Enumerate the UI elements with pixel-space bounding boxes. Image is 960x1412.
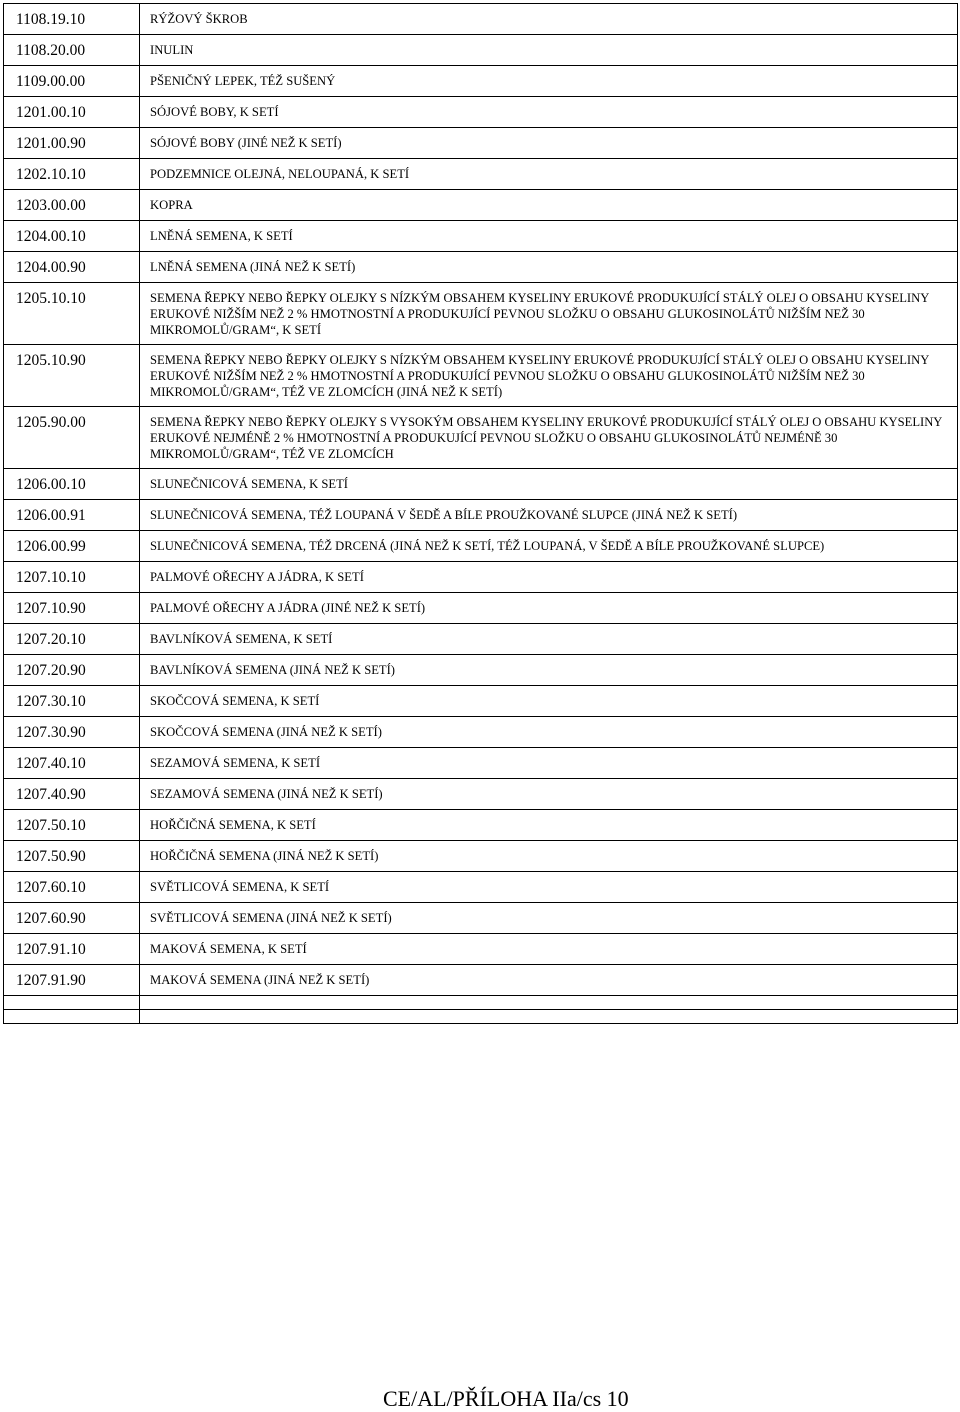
goods-description: SEMENA ŘEPKY NEBO ŘEPKY OLEJKY S NÍZKÝM OBSAHEM KYSELINY ERUKOVÉ PRODUKUJÍCÍ STÁLÝ OLEJ O OBSAHU KYSELINY ERUKOVÉ NIŽŠÍM NEŽ 2 % HMOTNOSTNÍ A PRODUKUJÍCÍ PEVNOU SLOŽKU O OBSAHU GLUKOSINOLÁTŮ NIŽŠÍM NEŽ 30 MIKROMOLŮ/GRAM“, TÉŽ VE ZLOMCÍCH (JINÁ NEŽ K SETÍ) bbox=[140, 345, 958, 407]
goods-description: BAVLNÍKOVÁ SEMENA, K SETÍ bbox=[140, 624, 958, 655]
table-row bbox=[4, 1010, 958, 1024]
table-row bbox=[4, 159, 958, 190]
table-row bbox=[4, 593, 958, 624]
table-row bbox=[4, 686, 958, 717]
tariff-code: 1207.91.90 bbox=[4, 965, 140, 996]
goods-description: MAKOVÁ SEMENA, K SETÍ bbox=[140, 934, 958, 965]
table-row bbox=[4, 996, 958, 1010]
tariff-code bbox=[4, 996, 140, 1010]
goods-description: INULIN bbox=[140, 35, 958, 66]
tariff-code: 1202.10.10 bbox=[4, 159, 140, 190]
table-row bbox=[4, 531, 958, 562]
goods-description: SLUNEČNICOVÁ SEMENA, TÉŽ LOUPANÁ V ŠEDĚ A BÍLE PROUŽKOVANÉ SLUPCE (JINÁ NEŽ K SETÍ) bbox=[140, 500, 958, 531]
tariff-code: 1207.50.90 bbox=[4, 841, 140, 872]
tariff-code: 1207.20.90 bbox=[4, 655, 140, 686]
goods-description: SÓJOVÉ BOBY (JINÉ NEŽ K SETÍ) bbox=[140, 128, 958, 159]
tariff-code: 1204.00.90 bbox=[4, 252, 140, 283]
tariff-code: 1206.00.99 bbox=[4, 531, 140, 562]
goods-description: HOŘČIČNÁ SEMENA, K SETÍ bbox=[140, 810, 958, 841]
goods-description: BAVLNÍKOVÁ SEMENA (JINÁ NEŽ K SETÍ) bbox=[140, 655, 958, 686]
tariff-code: 1207.91.10 bbox=[4, 934, 140, 965]
tariff-code: 1205.10.90 bbox=[4, 345, 140, 407]
tariff-code: 1207.50.10 bbox=[4, 810, 140, 841]
table-row bbox=[4, 469, 958, 500]
table-row bbox=[4, 66, 958, 97]
table-row bbox=[4, 190, 958, 221]
table-row bbox=[4, 4, 958, 35]
goods-description: KOPRA bbox=[140, 190, 958, 221]
table-row bbox=[4, 841, 958, 872]
goods-description: SVĚTLICOVÁ SEMENA (JINÁ NEŽ K SETÍ) bbox=[140, 903, 958, 934]
tariff-code: 1108.20.00 bbox=[4, 35, 140, 66]
goods-description: PALMOVÉ OŘECHY A JÁDRA (JINÉ NEŽ K SETÍ) bbox=[140, 593, 958, 624]
goods-description bbox=[140, 996, 958, 1010]
table-row bbox=[4, 283, 958, 345]
tariff-code-table bbox=[3, 3, 958, 1024]
table-row bbox=[4, 717, 958, 748]
table-row bbox=[4, 345, 958, 407]
tariff-code: 1109.00.00 bbox=[4, 66, 140, 97]
goods-description: SVĚTLICOVÁ SEMENA, K SETÍ bbox=[140, 872, 958, 903]
table-row bbox=[4, 500, 958, 531]
table-row bbox=[4, 655, 958, 686]
goods-description: LNĚNÁ SEMENA (JINÁ NEŽ K SETÍ) bbox=[140, 252, 958, 283]
tariff-code: 1206.00.10 bbox=[4, 469, 140, 500]
table-row bbox=[4, 779, 958, 810]
table-row bbox=[4, 252, 958, 283]
table-row bbox=[4, 810, 958, 841]
table-row bbox=[4, 97, 958, 128]
table-row bbox=[4, 965, 958, 996]
goods-description: SKOČCOVÁ SEMENA, K SETÍ bbox=[140, 686, 958, 717]
goods-description: LNĚNÁ SEMENA, K SETÍ bbox=[140, 221, 958, 252]
tariff-code: 1205.10.10 bbox=[4, 283, 140, 345]
tariff-code: 1207.30.90 bbox=[4, 717, 140, 748]
tariff-code: 1207.10.90 bbox=[4, 593, 140, 624]
tariff-code-table-body bbox=[4, 4, 958, 1024]
goods-description: PALMOVÉ OŘECHY A JÁDRA, K SETÍ bbox=[140, 562, 958, 593]
table-row bbox=[4, 407, 958, 469]
goods-description: SEMENA ŘEPKY NEBO ŘEPKY OLEJKY S VYSOKÝM OBSAHEM KYSELINY ERUKOVÉ PRODUKUJÍCÍ STÁLÝ OLEJ O OBSAHU KYSELINY ERUKOVÉ NEJMÉNĚ 2 % HMOTNOSTNÍ A PRODUKUJÍCÍ PEVNOU SLOŽKU O OBSAHU GLUKOSINOLÁTŮ NEJMÉNĚ 30 MIKROMOLŮ/GRAM“, TÉŽ VE ZLOMCÍCH bbox=[140, 407, 958, 469]
table-row bbox=[4, 35, 958, 66]
goods-description: SEZAMOVÁ SEMENA, K SETÍ bbox=[140, 748, 958, 779]
tariff-code: 1204.00.10 bbox=[4, 221, 140, 252]
tariff-code: 1205.90.00 bbox=[4, 407, 140, 469]
tariff-code: 1207.10.10 bbox=[4, 562, 140, 593]
goods-description bbox=[140, 1010, 958, 1024]
table-row bbox=[4, 128, 958, 159]
tariff-code: 1108.19.10 bbox=[4, 4, 140, 35]
goods-description: SÓJOVÉ BOBY, K SETÍ bbox=[140, 97, 958, 128]
table-row bbox=[4, 624, 958, 655]
table-row bbox=[4, 934, 958, 965]
tariff-code: 1201.00.90 bbox=[4, 128, 140, 159]
page-footer-reference: CE/AL/PŘÍLOHA IIa/cs 10 bbox=[383, 1386, 629, 1411]
goods-description: HOŘČIČNÁ SEMENA (JINÁ NEŽ K SETÍ) bbox=[140, 841, 958, 872]
tariff-code bbox=[4, 1010, 140, 1024]
tariff-code: 1201.00.10 bbox=[4, 97, 140, 128]
goods-description: SKOČCOVÁ SEMENA (JINÁ NEŽ K SETÍ) bbox=[140, 717, 958, 748]
tariff-code: 1207.20.10 bbox=[4, 624, 140, 655]
tariff-code: 1207.40.10 bbox=[4, 748, 140, 779]
goods-description: PODZEMNICE OLEJNÁ, NELOUPANÁ, K SETÍ bbox=[140, 159, 958, 190]
table-row bbox=[4, 748, 958, 779]
tariff-code: 1203.00.00 bbox=[4, 190, 140, 221]
table-row bbox=[4, 221, 958, 252]
tariff-code: 1207.60.90 bbox=[4, 903, 140, 934]
tariff-code: 1207.40.90 bbox=[4, 779, 140, 810]
goods-description: RÝŽOVÝ ŠKROB bbox=[140, 4, 958, 35]
goods-description: SEZAMOVÁ SEMENA (JINÁ NEŽ K SETÍ) bbox=[140, 779, 958, 810]
table-row bbox=[4, 872, 958, 903]
tariff-code: 1207.60.10 bbox=[4, 872, 140, 903]
goods-description: SLUNEČNICOVÁ SEMENA, K SETÍ bbox=[140, 469, 958, 500]
tariff-code: 1207.30.10 bbox=[4, 686, 140, 717]
goods-description: PŠENIČNÝ LEPEK, TÉŽ SUŠENÝ bbox=[140, 66, 958, 97]
tariff-code: 1206.00.91 bbox=[4, 500, 140, 531]
table-row bbox=[4, 903, 958, 934]
goods-description: SLUNEČNICOVÁ SEMENA, TÉŽ DRCENÁ (JINÁ NEŽ K SETÍ, TÉŽ LOUPANÁ, V ŠEDĚ A BÍLE PROUŽKOVANÉ SLUPCE) bbox=[140, 531, 958, 562]
table-row bbox=[4, 562, 958, 593]
goods-description: SEMENA ŘEPKY NEBO ŘEPKY OLEJKY S NÍZKÝM OBSAHEM KYSELINY ERUKOVÉ PRODUKUJÍCÍ STÁLÝ OLEJ O OBSAHU KYSELINY ERUKOVÉ NIŽŠÍM NEŽ 2 % HMOTNOSTNÍ A PRODUKUJÍCÍ PEVNOU SLOŽKU O OBSAHU GLUKOSINOLÁTŮ NIŽŠÍM NEŽ 30 MIKROMOLŮ/GRAM“, K SETÍ bbox=[140, 283, 958, 345]
goods-description: MAKOVÁ SEMENA (JINÁ NEŽ K SETÍ) bbox=[140, 965, 958, 996]
